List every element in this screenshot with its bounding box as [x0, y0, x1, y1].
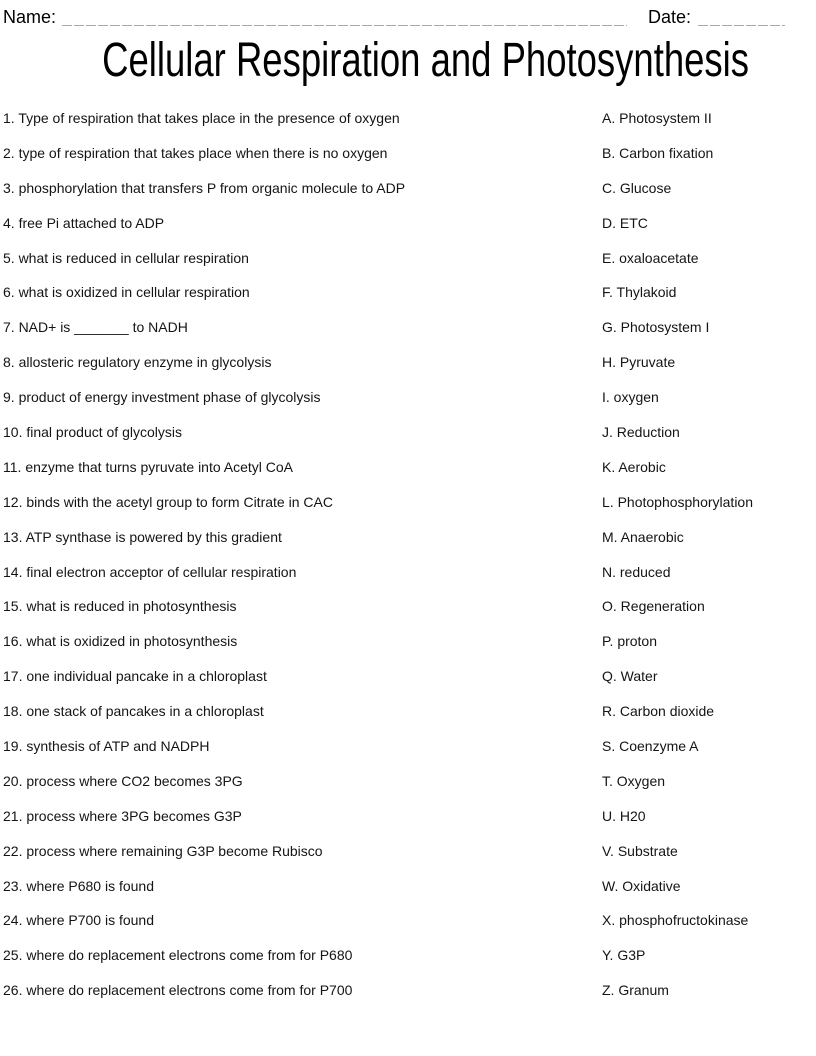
match-row	[3, 912, 816, 947]
question-3: 3. phosphorylation that transfers P from organic molecule to ADP	[3, 179, 406, 196]
answer-n: N. reduced	[602, 563, 671, 580]
question-12: 12. binds with the acetyl group to form Citrate in CAC	[3, 493, 333, 510]
match-row	[3, 215, 816, 250]
match-row	[3, 808, 816, 843]
match-row	[3, 319, 816, 354]
question-17: 17. one individual pancake in a chloroplast	[3, 668, 267, 685]
match-row	[3, 284, 816, 319]
answer-w: W. Oxidative	[602, 877, 681, 894]
question-26: 26. where do replacement electrons come from for P700	[3, 982, 353, 999]
answer-i: I. oxygen	[602, 389, 659, 406]
answer-j: J. Reduction	[602, 424, 680, 441]
match-row	[3, 738, 816, 773]
match-row	[3, 494, 816, 529]
answer-v: V. Substrate	[602, 842, 678, 859]
match-row	[3, 598, 816, 633]
question-18: 18. one stack of pancakes in a chloroplast	[3, 703, 264, 720]
answer-o: O. Regeneration	[602, 598, 705, 615]
answer-h: H. Pyruvate	[602, 354, 676, 371]
question-13: 13. ATP synthase is powered by this gradient	[3, 528, 282, 545]
match-row	[3, 843, 816, 878]
question-2: 2. type of respiration that takes place when there is no oxygen	[3, 144, 388, 161]
match-row	[3, 250, 816, 285]
worksheet-title-text: Cellular Respiration and Photosynthesis	[102, 34, 750, 87]
match-row	[3, 947, 816, 982]
matching-list	[0, 110, 816, 1017]
match-row	[3, 878, 816, 913]
question-20: 20. process where CO2 becomes 3PG	[3, 772, 243, 789]
question-4: 4. free Pi attached to ADP	[3, 214, 165, 231]
match-row	[3, 354, 816, 389]
question-19: 19. synthesis of ATP and NADPH	[3, 738, 210, 755]
match-row	[3, 703, 816, 738]
answer-m: M. Anaerobic	[602, 528, 684, 545]
question-15: 15. what is reduced in photosynthesis	[3, 598, 237, 615]
question-1: 1. Type of respiration that takes place in the presence of oxygen	[3, 110, 400, 126]
answer-a: A. Photosystem II	[602, 110, 712, 126]
answer-s: S. Coenzyme A	[602, 738, 699, 755]
question-22: 22. process where remaining G3P become Rubisco	[3, 842, 323, 859]
answer-g: G. Photosystem I	[602, 319, 710, 336]
answer-p: P. proton	[602, 633, 658, 650]
date-fill-line[interactable]	[698, 7, 785, 27]
answer-z: Z. Granum	[602, 982, 669, 999]
match-row	[3, 424, 816, 459]
answer-x: X. phosphofructokinase	[602, 912, 749, 929]
worksheet-title	[0, 36, 816, 86]
match-row	[3, 564, 816, 599]
match-row	[3, 110, 816, 145]
match-row	[3, 145, 816, 180]
answer-f: F. Thylakoid	[602, 284, 677, 301]
question-21: 21. process where 3PG becomes G3P	[3, 807, 242, 824]
name-fill-line[interactable]	[62, 7, 627, 27]
answer-y: Y. G3P	[602, 947, 646, 964]
page-header	[0, 0, 816, 27]
answer-c: C. Glucose	[602, 179, 672, 196]
date-label: Date:	[647, 7, 691, 27]
question-9: 9. product of energy investment phase of glycolysis	[3, 389, 321, 406]
question-5: 5. what is reduced in cellular respiration	[3, 249, 249, 266]
question-10: 10. final product of glycolysis	[3, 424, 182, 441]
question-14: 14. final electron acceptor of cellular respiration	[3, 563, 297, 580]
answer-u: U. H20	[602, 807, 646, 824]
answer-t: T. Oxygen	[602, 772, 666, 789]
question-16: 16. what is oxidized in photosynthesis	[3, 633, 238, 650]
match-row	[3, 773, 816, 808]
question-8: 8. allosteric regulatory enzyme in glycolysis	[3, 354, 272, 371]
match-row	[3, 180, 816, 215]
match-row	[3, 633, 816, 668]
match-row	[3, 668, 816, 703]
name-label: Name:	[3, 7, 57, 27]
answer-e: E. oxaloacetate	[602, 249, 699, 266]
match-row	[3, 389, 816, 424]
question-11: 11. enzyme that turns pyruvate into Acetyl CoA	[3, 458, 294, 475]
match-row	[3, 982, 816, 1017]
question-24: 24. where P700 is found	[3, 912, 154, 929]
answer-r: R. Carbon dioxide	[602, 703, 715, 720]
question-6: 6. what is oxidized in cellular respiration	[3, 284, 250, 301]
question-25: 25. where do replacement electrons come from for P680	[3, 947, 353, 964]
answer-d: D. ETC	[602, 214, 648, 231]
answer-l: L. Photophosphorylation	[602, 493, 753, 510]
match-row	[3, 459, 816, 494]
answer-b: B. Carbon fixation	[602, 144, 714, 161]
answer-q: Q. Water	[602, 668, 658, 685]
question-7: 7. NAD+ is _______ to NADH	[3, 319, 188, 336]
match-row	[3, 529, 816, 564]
answer-k: K. Aerobic	[602, 458, 666, 475]
question-23: 23. where P680 is found	[3, 877, 154, 894]
